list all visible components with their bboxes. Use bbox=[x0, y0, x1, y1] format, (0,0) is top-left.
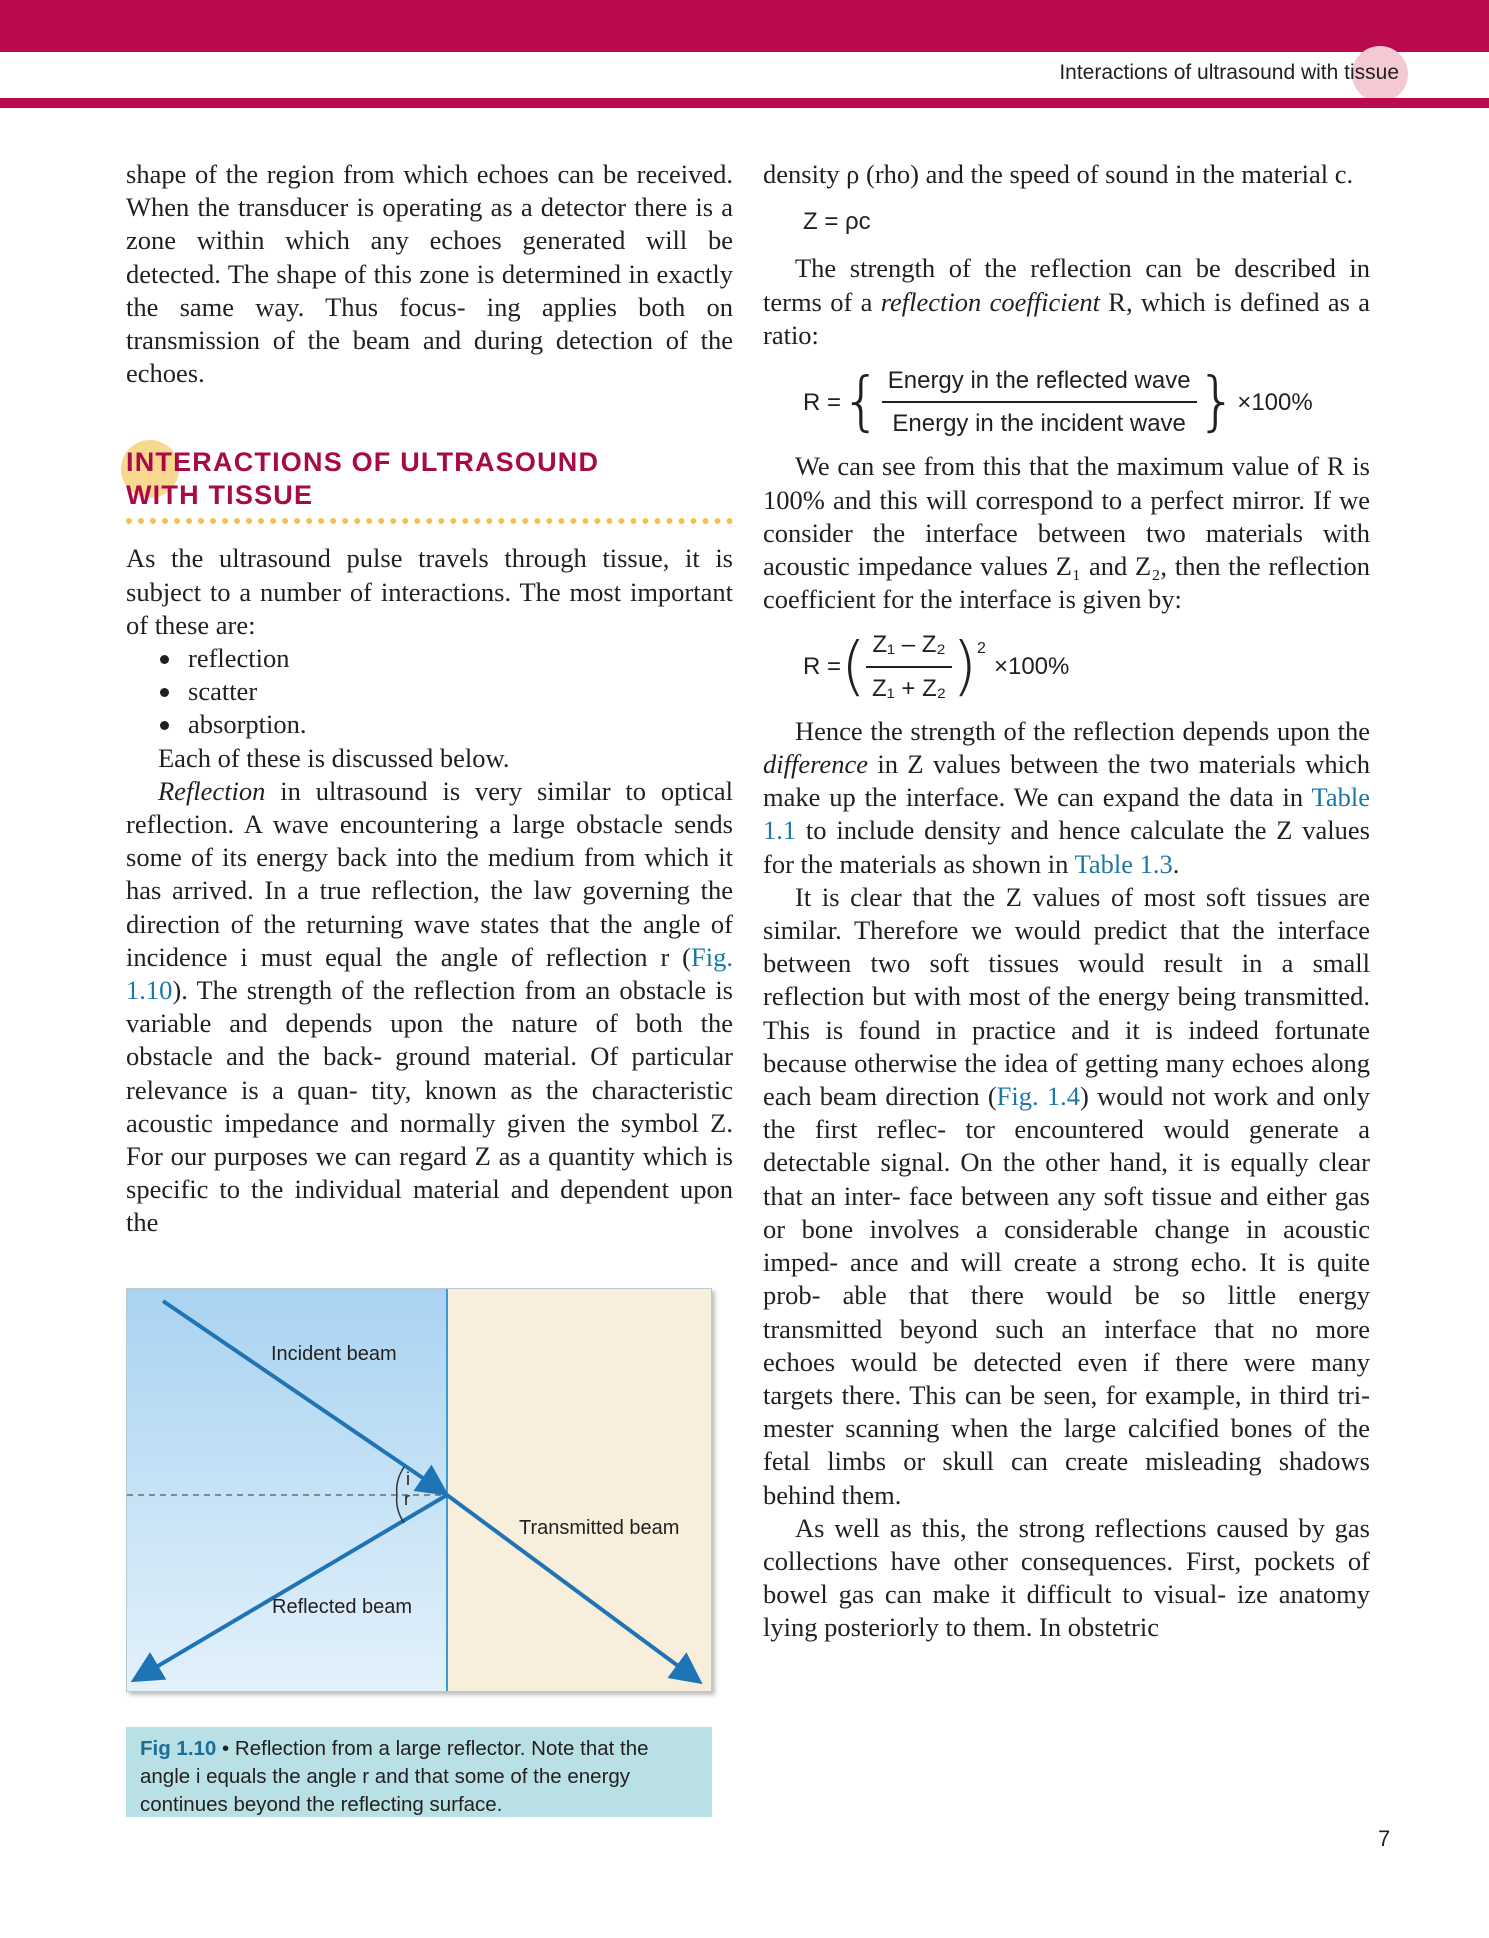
header-rule bbox=[0, 98, 1489, 108]
equation-z: Z = ρc bbox=[803, 208, 871, 236]
page-number: 7 bbox=[1378, 1826, 1391, 1851]
reflection-diagram bbox=[127, 1289, 711, 1691]
angle-r-label: r bbox=[404, 1489, 410, 1509]
eq3-lhs: R = bbox=[803, 653, 842, 681]
equation-reflection-ratio bbox=[803, 364, 1370, 440]
figure-1-10 bbox=[126, 1288, 712, 1692]
right-column bbox=[763, 158, 1370, 1645]
right-medium bbox=[447, 1289, 711, 1691]
list-item: absorption. bbox=[156, 708, 733, 741]
reflection-coefficient-term: reflection coefficient bbox=[880, 286, 1100, 317]
right-paren: ) bbox=[952, 629, 978, 704]
reflected-beam-label: Reflected beam bbox=[272, 1596, 413, 1618]
caption-text: Reflection from a large reflector. Note that the angle i equals the angle r and that some of the energy continues beyond the reflecting surface. bbox=[140, 1737, 649, 1816]
right-paragraph-2: The strength of the reflection can be described in terms of a reflection coefficient R, which is defined as a ratio: bbox=[763, 253, 1370, 350]
fig-1-10-link[interactable]: Fig. 1.10 bbox=[126, 941, 733, 1006]
eq3-numerator: Z₁ – Z₂ bbox=[866, 628, 951, 667]
difference-term: difference bbox=[763, 749, 868, 780]
eq3-exponent: 2 bbox=[977, 640, 986, 658]
eq2-lhs: R = bbox=[803, 388, 842, 416]
section-heading-line-1: INTERACTIONS OF ULTRASOUND bbox=[126, 447, 600, 478]
running-head: Interactions of ultrasound with tissue bbox=[1059, 61, 1399, 84]
right-brace: } bbox=[1196, 365, 1238, 440]
top-color-bar bbox=[0, 0, 1489, 52]
right-paragraph-4: Hence the strength of the reflection depends upon the difference in Z values between the two materials which make up the interface. We can expand the data in Table 1.1 to include density and hence calculate the Z values for the materials as shown in Table 1.3. bbox=[763, 715, 1370, 879]
left-paren: ( bbox=[841, 629, 866, 704]
table-1-1-link[interactable]: Table 1.1 bbox=[763, 782, 1370, 846]
angle-i-label: i bbox=[406, 1469, 410, 1489]
figure-caption bbox=[126, 1727, 712, 1817]
left-brace: { bbox=[841, 365, 882, 440]
left-paragraph-3: Each of these is discussed below. bbox=[158, 742, 510, 773]
left-column bbox=[126, 158, 733, 1240]
right-paragraph-1: density ρ (rho) and the speed of sound in the material c. bbox=[763, 159, 1354, 189]
fig-1-4-link[interactable]: Fig. 1.4 bbox=[996, 1081, 1081, 1112]
eq3-rhs: ×100% bbox=[993, 653, 1070, 681]
table-1-3-link[interactable]: Table 1.3 bbox=[1074, 848, 1173, 879]
eq2-denominator: Energy in the incident wave bbox=[892, 410, 1186, 438]
eq2-numerator: Energy in the reflected wave bbox=[882, 364, 1197, 403]
eq3-denominator: Z₁ + Z₂ bbox=[871, 674, 947, 702]
right-paragraph-6: As well as this, the strong reflections caused by gas collections have other consequences. First, pockets of bowel gas can make it difficult to visual- ize anatomy lying posteriorly to them. In obstetric bbox=[763, 1512, 1370, 1643]
list-item: reflection bbox=[156, 642, 733, 675]
transmitted-beam-label: Transmitted beam bbox=[519, 1517, 680, 1539]
left-paragraph-4: Reflection in ultrasound is very similar to optical reflection. A wave encountering a large obstacle sends some of its energy back into the medium from which it has arrived. In a true reflection, the law governing the direction of the returning wave states that the angle of incidence i must equal the angle of reflection r (Fig. 1.10). The strength of the reflection from an obstacle is variable and depends upon the nature of both the obstacle and the back- ground material. Of particular relevance is a quan- tity, known as the characteristic acoustic impedance and normally given the symbol Z. For our purposes we can regard Z as a quantity which is specific to the individual material and dependent upon the bbox=[126, 775, 733, 1238]
equation-reflection-coefficient bbox=[803, 628, 1370, 704]
eq3-fraction bbox=[866, 628, 952, 704]
heading-dotted-rule bbox=[126, 518, 733, 524]
section-heading-block bbox=[126, 446, 733, 534]
eq2-rhs: ×100% bbox=[1237, 388, 1313, 416]
reflection-term: Reflection bbox=[158, 775, 266, 806]
interaction-list bbox=[126, 642, 733, 742]
eq2-fraction bbox=[882, 364, 1197, 440]
list-item: scatter bbox=[156, 675, 733, 708]
caption-label: Fig 1.10 bbox=[140, 1737, 217, 1760]
incident-beam-label: Incident beam bbox=[271, 1343, 397, 1365]
left-paragraph-2: As the ultrasound pulse travels through tissue, it is subject to a number of interactions. The most important of these are: bbox=[126, 543, 733, 640]
caption-separator: • bbox=[216, 1737, 235, 1760]
right-paragraph-3: We can see from this that the maximum value of R is 100% and this will correspond to a perfect mirror. If we consider the interface between two materials with acoustic impedance values Z₁ and Z₂, then the reflection coefficient for the interface is given by: bbox=[763, 451, 1370, 615]
left-paragraph-1: shape of the region from which echoes can be received. When the transducer is operating as a detector there is a zone within which any echoes generated will be detected. The shape of this zone is determined in exactly the same way. Thus focus- ing applies both on transmission of the beam and during detection of the echoes. bbox=[126, 159, 733, 389]
section-heading bbox=[126, 446, 733, 512]
section-heading-line-2: WITH TISSUE bbox=[126, 480, 314, 511]
right-paragraph-5: It is clear that the Z values of most soft tissues are similar. Therefore we would predict that the interface between two soft tissues would result in a small reflection but with most of the energy being transmitted. This is found in practice and it is indeed fortunate because otherwise the idea of getting many echoes along each beam direction (Fig. 1.4) would not work and only the first reflec- tor encountered would generate a detectable signal. On the other hand, it is equally clear that an inter- face between any soft tissue and either gas or bone involves a considerable change in acoustic imped- ance and will create a strong echo. It is quite prob- able that there would be so little energy transmitted beyond such an interface that no more echoes would be detected even if there were many targets there. This can be seen, for example, in third tri- mester scanning when the large calcified bones of the fetal limbs or skull can create misleading shadows behind them. bbox=[763, 881, 1370, 1510]
